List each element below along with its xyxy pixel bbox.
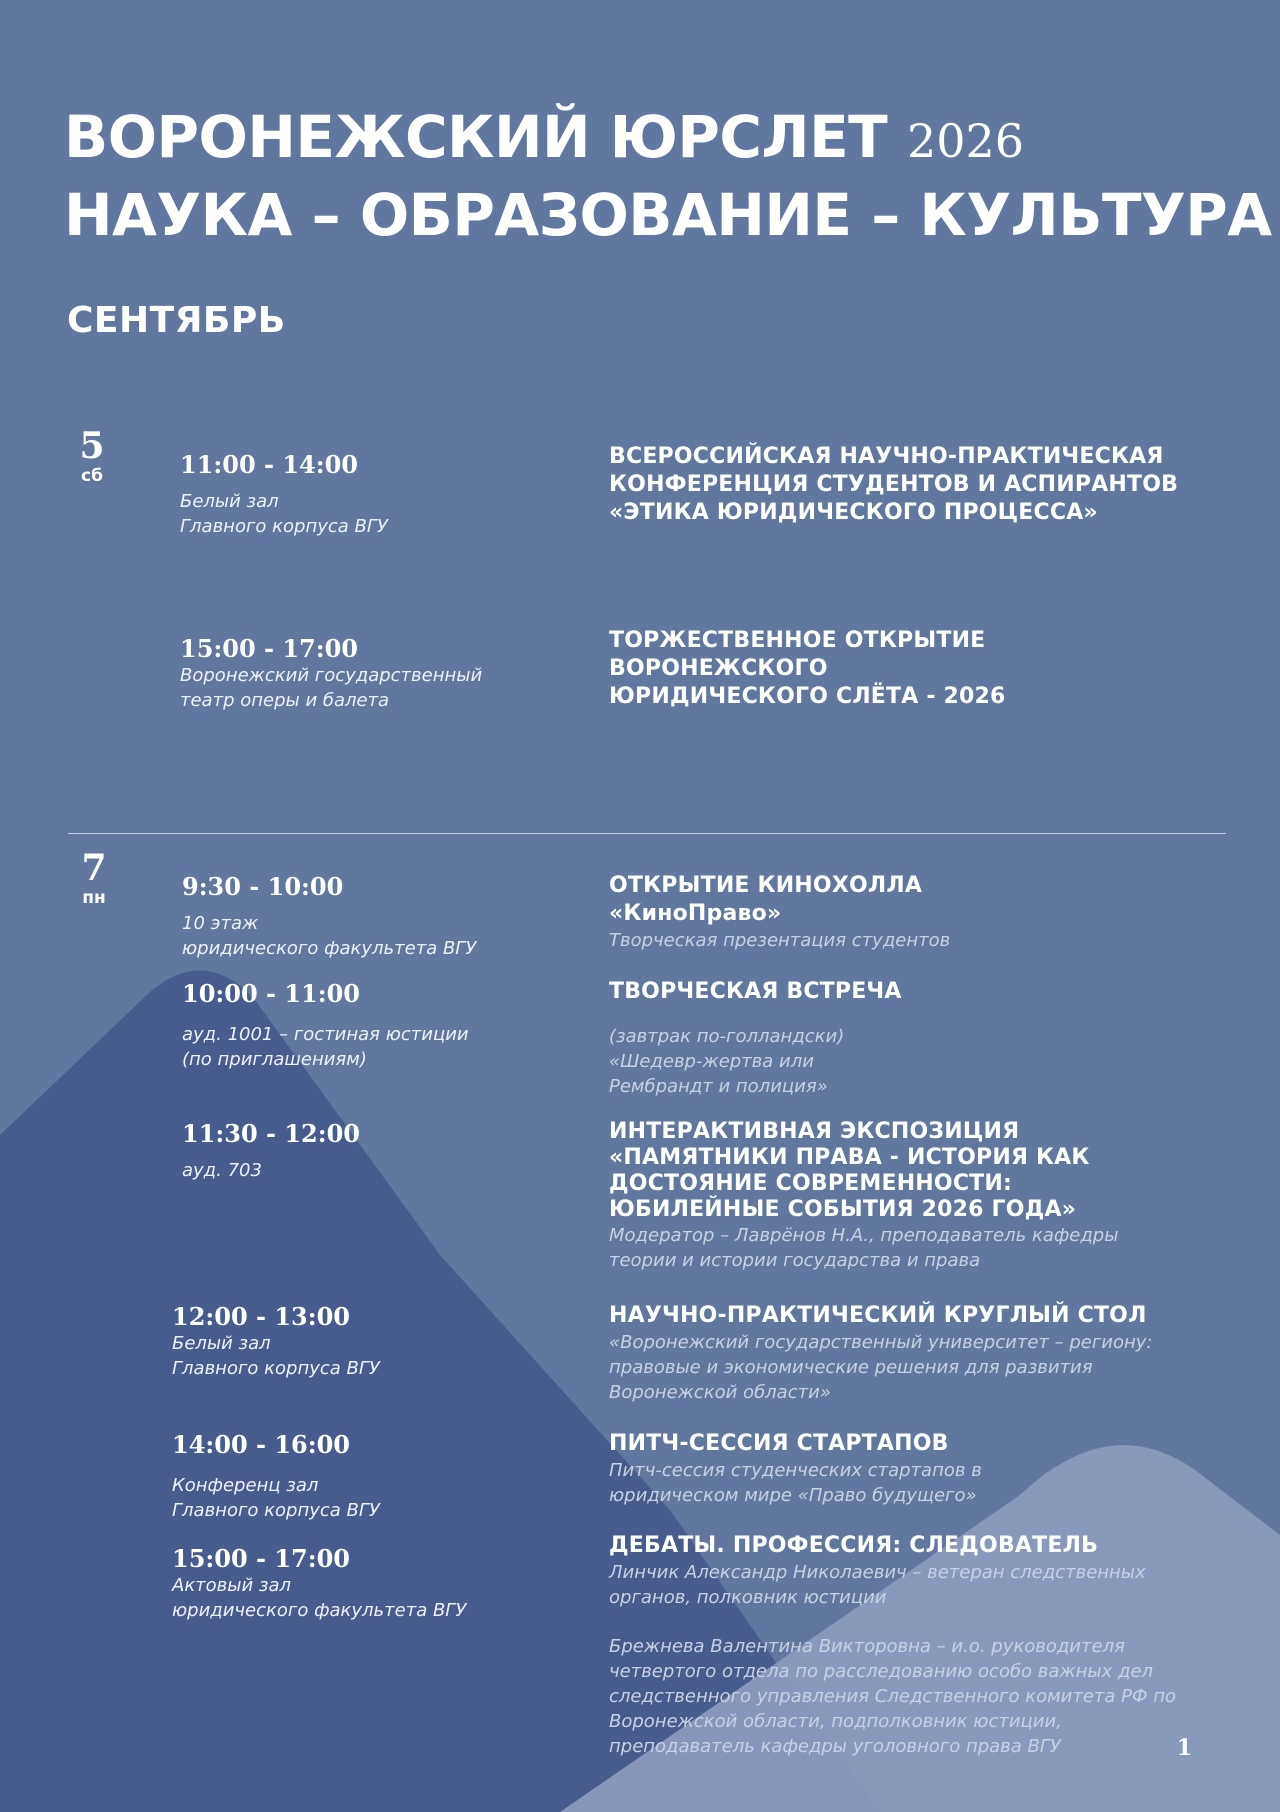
event-time-place (182, 980, 469, 1072)
event-info (609, 443, 1178, 527)
event-title: НАУЧНО-ПРАКТИЧЕСКИЙ КРУГЛЫЙ СТОЛ (609, 1303, 1147, 1328)
event-description: Модератор – Лаврёнов Н.А., преподаватель кафедры теории и истории государства и права (609, 1225, 1119, 1271)
event-description: Творческая презентация студентов (609, 930, 951, 951)
event-info (609, 1430, 982, 1508)
event-place: Конференц зал Главного корпуса ВГУ (172, 1475, 380, 1521)
event-title: ИНТЕРАКТИВНАЯ ЭКСПОЗИЦИЯ «ПАМЯТНИКИ ПРАВА - ИСТОРИЯ КАК ДОСТОЯНИЕ СОВРЕМЕННОСТИ: ЮБИЛЕЙНЫЕ СОБЫТИЯ 2026 ГОДА» (609, 1119, 1090, 1222)
day-weekday: сб (81, 466, 103, 486)
event-place: Актовый зал юридического факультета ВГУ (172, 1575, 467, 1621)
event-time-place (182, 873, 476, 961)
event-time: 12:00 - 13:00 (172, 1302, 350, 1331)
event-time: 15:00 - 17:00 (172, 1544, 350, 1573)
event-place: Белый зал Главного корпуса ВГУ (172, 1333, 380, 1379)
event-time: 14:00 - 16:00 (172, 1430, 350, 1459)
event-place: Воронежский государственный театр оперы и балета (180, 665, 483, 711)
event-time: 10:00 - 11:00 (182, 979, 360, 1008)
event-title: ПИТЧ-СЕССИЯ СТАРТАПОВ (609, 1431, 949, 1456)
event-time-place (172, 1545, 466, 1623)
event-title: ВСЕРОССИЙСКАЯ НАУЧНО-ПРАКТИЧЕСКАЯ КОНФЕРЕНЦИЯ СТУДЕНТОВ И АСПИРАНТОВ «ЭТИКА ЮРИДИЧЕСКОГО ПРОЦЕССА» (609, 444, 1179, 525)
event-info (609, 1532, 1176, 1759)
day-divider (68, 833, 1226, 834)
month-heading: СЕНТЯБРЬ (67, 300, 286, 341)
event-info (609, 627, 1006, 711)
event-description-2: Брежнева Валентина Викторовна – и.о. руководителя четвертого отдела по расследованию особо важных дел следственного управления Следственного комитета РФ по Воронежской области, подполковник юстиции, преподаватель кафедры уголовного права ВГУ (609, 1636, 1177, 1757)
event-info (609, 872, 950, 953)
event-description: Питч-сессия студенческих стартапов в юридическом мире «Право будущего» (609, 1460, 982, 1506)
event-time: 11:00 - 14:00 (180, 450, 358, 479)
event-place: 10 этаж юридического факультета ВГУ (182, 913, 477, 959)
event-title: ТВОРЧЕСКАЯ ВСТРЕЧА (609, 979, 902, 1004)
event-time-place (180, 635, 482, 713)
event-info (609, 978, 902, 1099)
day-marker (67, 425, 117, 486)
day-number: 7 (81, 847, 107, 889)
event-time: 11:30 - 12:00 (182, 1119, 360, 1148)
event-place: ауд. 703 (182, 1160, 262, 1181)
event-title: ДЕБАТЫ. ПРОФЕССИЯ: СЛЕДОВАТЕЛЬ (609, 1533, 1099, 1558)
page-number: 1 (1176, 1735, 1192, 1761)
event-time-place (182, 1120, 360, 1183)
page-header (64, 100, 1272, 252)
event-info (609, 1302, 1152, 1405)
event-place: Белый зал Главного корпуса ВГУ (180, 491, 388, 537)
event-description: (завтрак по-голландски) «Шедевр-жертва или Рембрандт и полиция» (609, 1026, 845, 1097)
event-time-place (180, 451, 388, 539)
event-time: 9:30 - 10:00 (182, 872, 344, 901)
event-time-place (172, 1431, 380, 1523)
day-weekday: пн (82, 888, 106, 908)
title-line-1 (64, 100, 1272, 178)
event-title: ОТКРЫТИЕ КИНОХОЛЛА «КиноПраво» (609, 873, 923, 926)
event-time-place (172, 1303, 380, 1381)
event-place: ауд. 1001 – гостиная юстиции (по приглашениям) (182, 1024, 469, 1070)
event-time: 15:00 - 17:00 (180, 634, 358, 663)
title-line-2: НАУКА – ОБРАЗОВАНИЕ – КУЛЬТУРА (64, 181, 1272, 249)
event-info (609, 1119, 1118, 1273)
title-text: ВОРОНЕЖСКИЙ ЮРСЛЕТ (64, 103, 888, 171)
day-number: 5 (79, 425, 105, 467)
event-description: «Воронежский государственный университет – региону: правовые и экономические решения для развития Воронежской области» (609, 1332, 1153, 1403)
day-marker (69, 847, 119, 908)
event-title: ТОРЖЕСТВЕННОЕ ОТКРЫТИЕ ВОРОНЕЖСКОГО ЮРИДИЧЕСКОГО СЛЁТА - 2026 (609, 628, 1006, 709)
event-description: Линчик Александр Николаевич – ветеран следственных органов, полковник юстиции (609, 1562, 1146, 1608)
title-year: 2026 (906, 114, 1025, 168)
